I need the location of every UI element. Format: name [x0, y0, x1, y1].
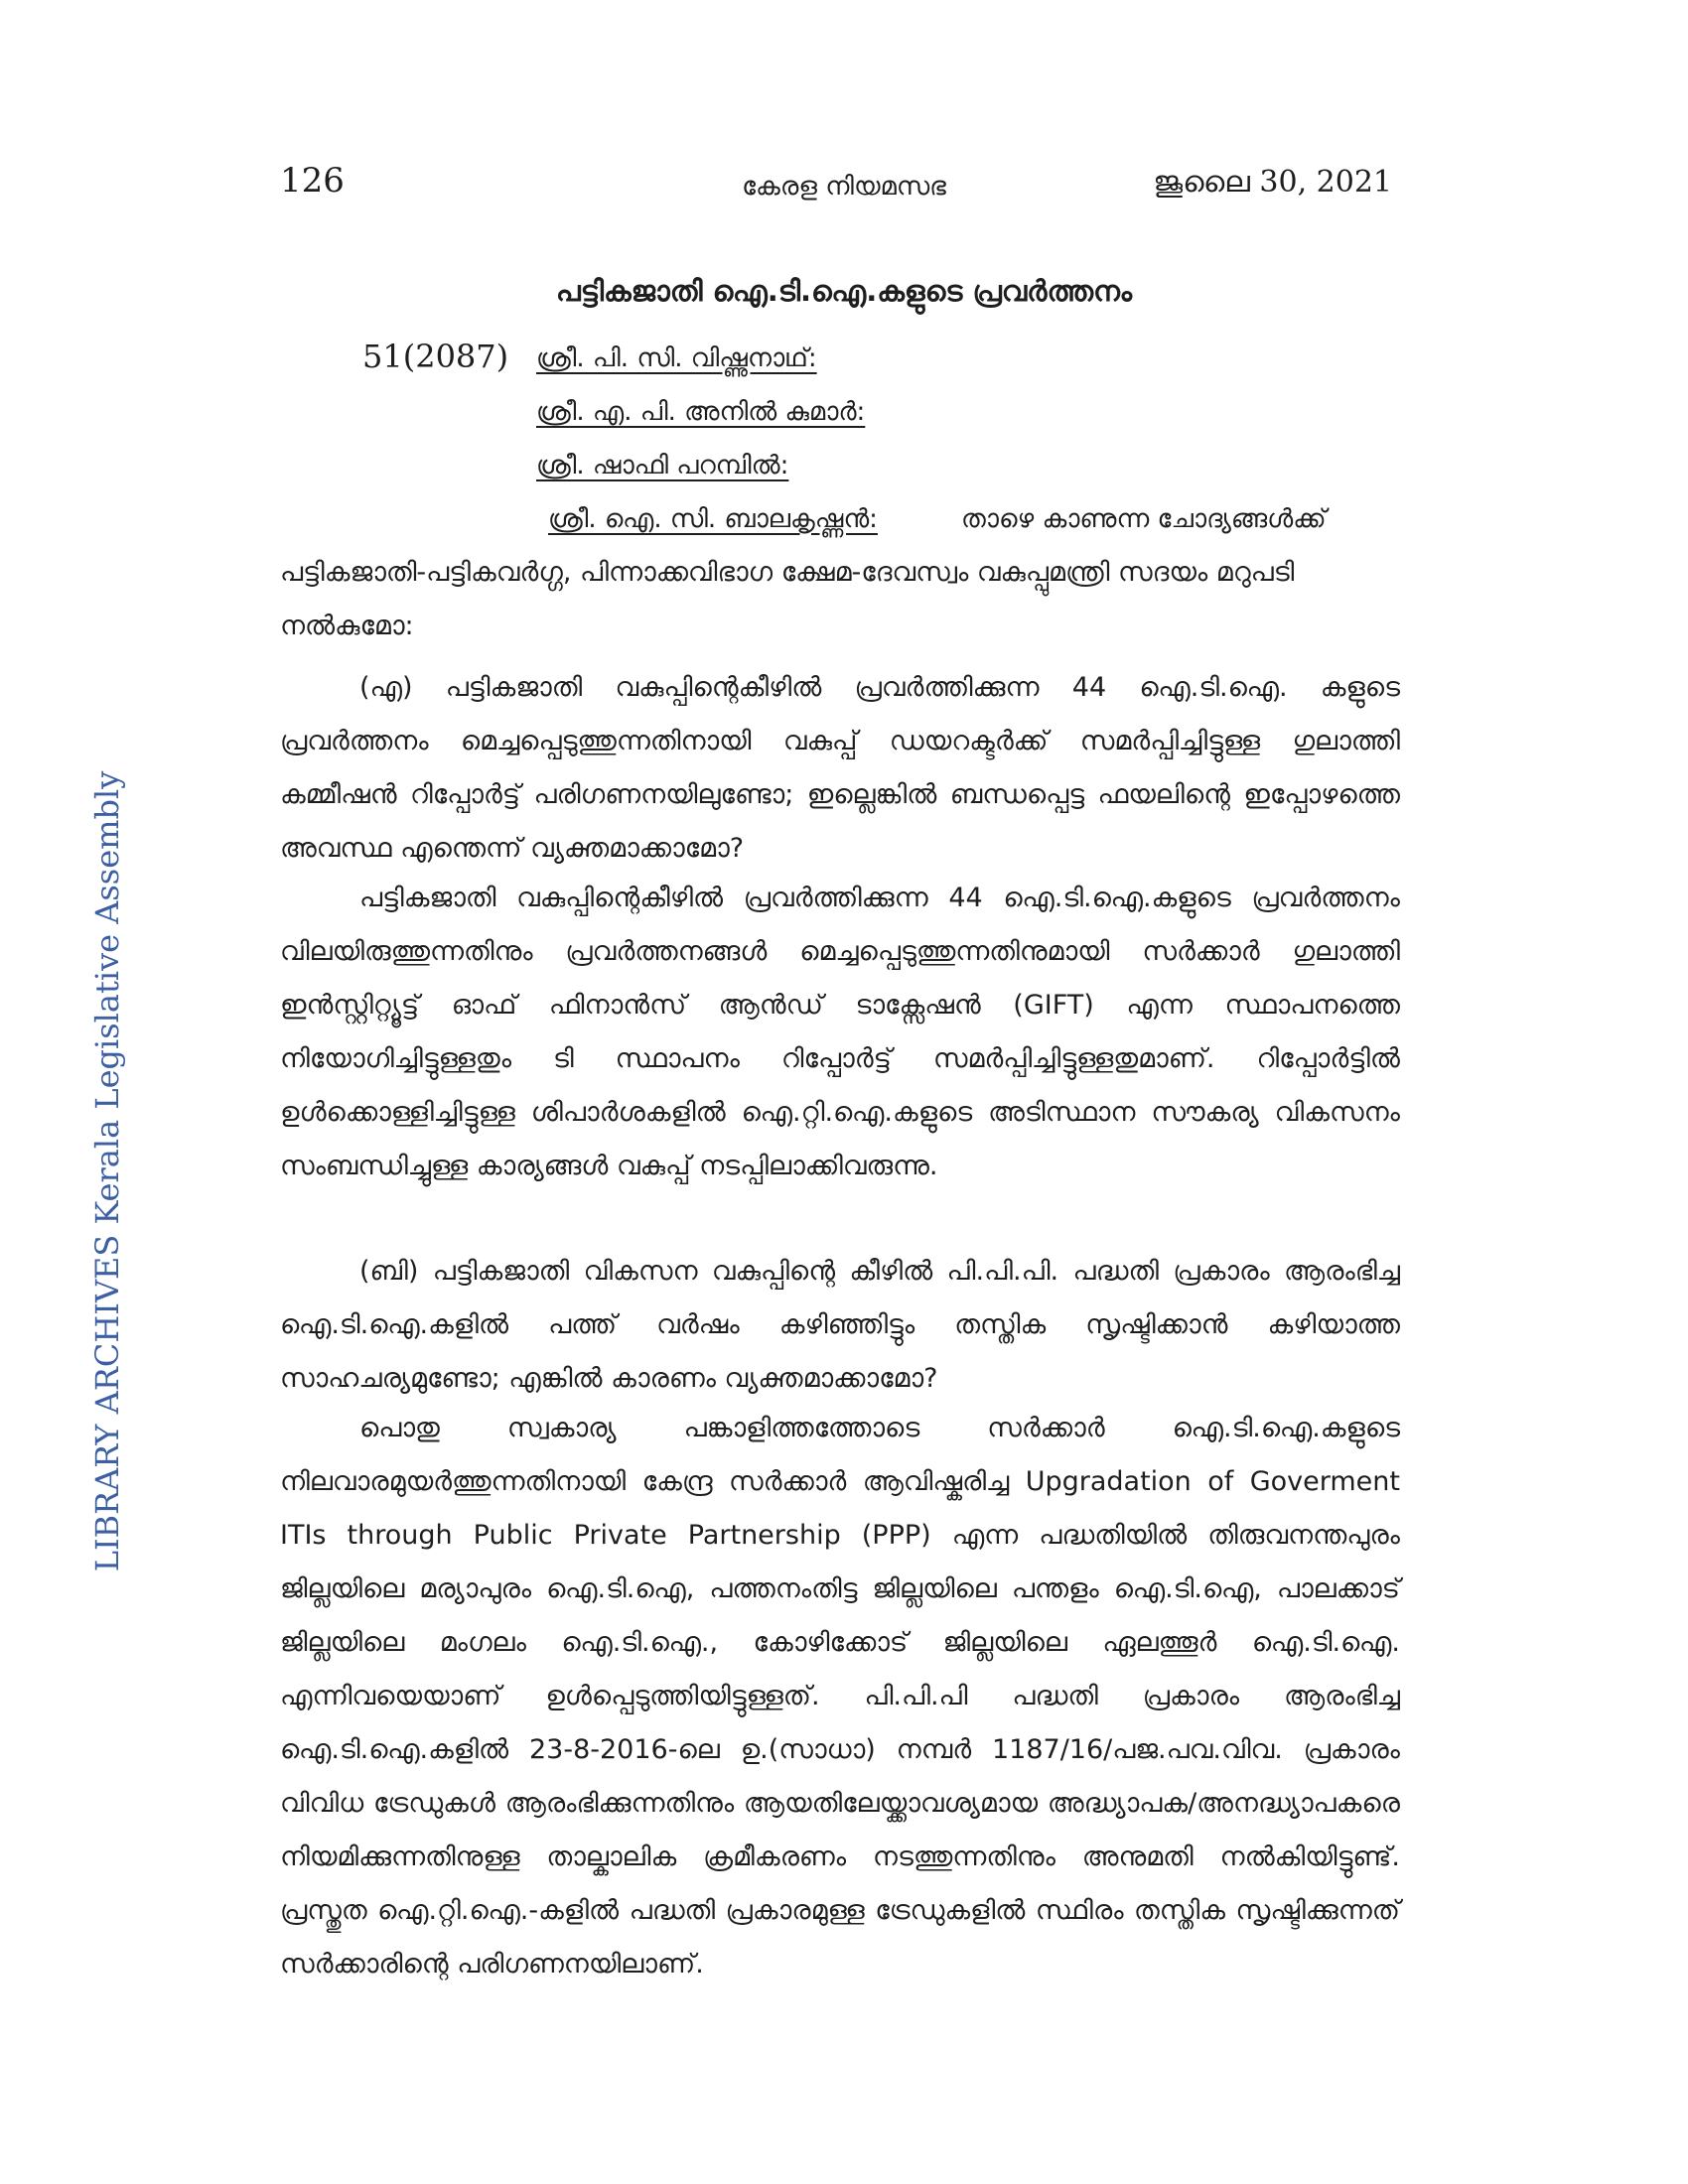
answer-a: പട്ടികജാതി വകുപ്പിന്റെകീഴിൽ പ്രവർത്തിക്കുന്ന 44 ഐ.ടി.ഐ.കളുടെ പ്രവർത്തനം വിലയിരുത്തുന്നതിനും പ്രവർത്തനങ്ങൾ മെച്ചപ്പെടുത്തുന്നതിനുമായി സർക്കാർ ഗുലാത്തി ഇൻസ്റ്റിറ്റ്യൂട്ട് ഓഫ് ഫിനാൻസ് ആൻഡ് ടാക്സേഷൻ (GIFT) എന്ന സ്ഥാപനത്തെ നിയോഗിച്ചിട്ടുള്ളതും ടി സ്ഥാപനം റിപ്പോർട്ട് സമർപ്പിച്ചിട്ടുള്ളതുമാണ്. റിപ്പോർട്ടിൽ ഉൾക്കൊള്ളിച്ചിട്ടുള്ള ശിപാർശകളിൽ ഐ.റ്റി.ഐ.കളുടെ അടിസ്ഥാന സൗകര്യ വികസനം സംബന്ധിച്ചുള്ള കാര്യങ്ങൾ വകുപ്പ് നടപ്പിലാക്കിവരുന്നു. [280, 883, 1400, 1181]
members-tail-text: താഴെ കാണുന്ന ചോദ്യങ്ങൾക്ക് [961, 504, 1327, 534]
question-b: (ബി) പട്ടികജാതി വികസന വകുപ്പിന്റെ കീഴിൽ പി.പി.പി. പദ്ധതി പ്രകാരം ആരംഭിച്ച ഐ.ടി.ഐ.കളിൽ പത്ത് വർഷം കഴിഞ്ഞിട്ടും തസ്തിക സൃഷ്ടിക്കാൻ കഴിയാത്ത സാഹചര്യമുണ്ടോ; എങ്കിൽ കാരണം വ്യക്തമാക്കാമോ? [280, 1256, 1400, 1394]
member-name: ശ്രീ. ഐ. സി. ബാലകൃഷ്ണൻ: [548, 504, 878, 534]
question-number: 51(2087) [362, 338, 509, 375]
question-a: (എ) പട്ടികജാതി വകുപ്പിന്റെകീഴിൽ പ്രവർത്തിക്കുന്ന 44 ഐ.ടി.ഐ. കളുടെ പ്രവർത്തനം മെച്ചപ്പെടുത്തുന്നതിനായി വകുപ്പ് ഡയറക്ടർക്ക് സമർപ്പിച്ചിട്ടുള്ള ഗുലാത്തി കമ്മീഷൻ റിപ്പോർട്ട് പരിഗണനയിലുണ്ടോ; ഇല്ലെങ്കിൽ ബന്ധപ്പെട്ട ഫയലിന്റെ ഇപ്പോഴത്തെ അവസ്ഥ എന്തെന്ന് വ്യക്തമാക്കാമോ? [280, 672, 1400, 864]
page-number: 126 [280, 161, 345, 201]
intro-paragraph: പട്ടികജാതി-പട്ടികവർഗ്ഗ, പിന്നാക്കവിഭാഗ ക്ഷേമ-ദേവസ്വം വകുപ്പുമന്ത്രി സദയം മറുപടി നൽകുമോ: [280, 557, 1295, 641]
member-name: ശ്രീ. എ. പി. അനിൽ കുമാർ: [536, 397, 866, 427]
answer-b: പൊതു സ്വകാര്യ പങ്കാളിത്തത്തോടെ സർക്കാർ ഐ.ടി.ഐ.കളുടെ നിലവാരമുയർത്തുന്നതിനായി കേന്ദ്ര സർക്കാർ ആവിഷ്കരിച്ച Upgradation of Goverment ITIs through Public Private Partnership (PPP) എന്ന പദ്ധതിയിൽ തിരുവനന്തപുരം ജില്ലയിലെ മര്യാപുരം ഐ.ടി.ഐ, പത്തനംതിട്ട ജില്ലയിലെ പന്തളം ഐ.ടി.ഐ, പാലക്കാട് ജില്ലയിലെ മംഗലം ഐ.ടി.ഐ., കോഴിക്കോട് ജില്ലയിലെ ഏലത്തൂർ ഐ.ടി.ഐ. എന്നിവയെയാണ് ഉൾപ്പെടുത്തിയിട്ടുള്ളത്. പി.പി.പി പദ്ധതി പ്രകാരം ആരംഭിച്ച ഐ.ടി.ഐ.കളിൽ 23-8-2016-ലെ ഉ.(സാധാ) നമ്പർ 1187/16/പജ.പവ.വിവ. പ്രകാരം വിവിധ ട്രേഡുകൾ ആരംഭിക്കുന്നതിനും ആയതിലേയ്ക്കാവശ്യമായ അദ്ധ്യാപക/അനദ്ധ്യാപകരെ നിയമിക്കുന്നതിനുള്ള താല്കാലിക ക്രമീകരണം നടത്തുന്നതിനും അനുമതി നൽകിയിട്ടുണ്ട്. പ്രസ്തുത ഐ.റ്റി.ഐ.-കളിൽ പദ്ധതി പ്രകാരമുള്ള ട്രേഡുകളിൽ സ്ഥിരം തസ്തിക സൃഷ്ടിക്കുന്നത് സർക്കാരിന്റെ പരിഗണനയിലാണ്. [280, 1413, 1400, 1979]
question-title: പട്ടികജാതി ഐ.ടി.ഐ.കളുടെ പ്രവർത്തനം [555, 274, 1133, 308]
running-header: കേരള നിയമസഭ [742, 172, 946, 202]
member-name: ശ്രീ. പി. സി. വിഷ്ണുനാഥ്: [536, 343, 817, 373]
side-watermark-text: LIBRARY ARCHIVES Kerala Legislative Assembly [88, 770, 126, 1572]
member-name: ശ്രീ. ഷാഫി പറമ്പിൽ: [536, 451, 789, 480]
header-date: ജൂലൈ 30, 2021 [1153, 165, 1392, 200]
